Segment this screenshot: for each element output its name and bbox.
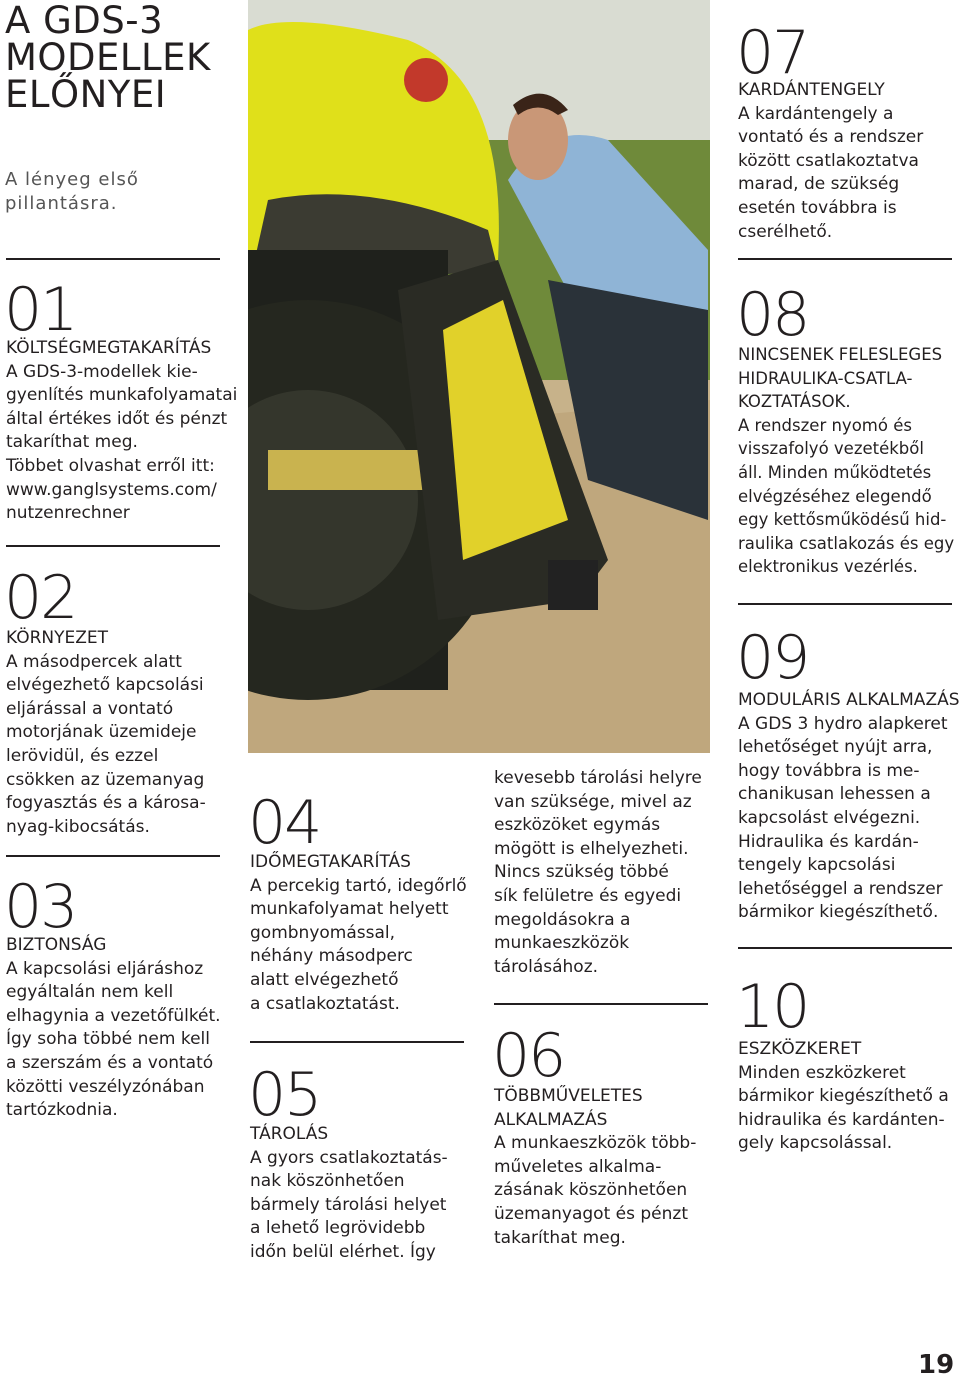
section-08-text: NINCSENEK FELESLEGES HIDRAULIKA-CSATLA- KOZTATÁSOK. A rendszer nyomó és visszafolyó vezetékből áll. Minden működtetés elvégzéséhez elegendő egy kettősműködésű hid- raulika csatlakozás és egy elektronikus vezérlés. <box>738 345 955 577</box>
section-09-text: MODULÁRIS ALKALMAZÁS A GDS 3 hydro alapkeret lehetőséget nyújt arra, hogy továbbra is me- chanikusan lehessen a kapcsolást elvégezni. Hidraulika és kardán- tengely kapcsolási lehetőséggel a rendszer bármikor kiegészíthető. <box>738 690 960 923</box>
page-number: 19 <box>918 1350 955 1380</box>
section-05-text: TÁROLÁS A gyors csatlakoztatás- nak köszönhetően bármely tárolási helyet a lehető legrövidebb időn belül elérhet. Így <box>250 1124 448 1262</box>
section-divider <box>494 1003 708 1005</box>
section-number: 04 <box>248 788 321 858</box>
page-subtitle: A lényeg első pillantásra. <box>5 169 139 214</box>
section-07-text: KARDÁNTENGELY A kardántengely a vontató és a rendszer között csatlakoztatva marad, de szükség esetén továbbra is cserélhető. <box>738 80 924 242</box>
section-number: 07 <box>736 18 809 88</box>
section-divider <box>738 258 952 260</box>
section-divider <box>6 545 220 547</box>
section-number: 06 <box>492 1021 565 1091</box>
section-01-text: KÖLTSÉGMEGTAKARÍTÁS A GDS-3-modellek kie- gyenlítés munkafolyamatai által értékes időt és pénzt takaríthat meg. Többet olvashat erről itt: www.ganglsystems.com/ nutzenrechner <box>6 338 238 524</box>
section-number: 09 <box>736 623 809 693</box>
page-title: A GDS-3 MODELLEK ELŐNYEI <box>5 0 211 116</box>
section-05-continuation: kevesebb tárolási helyre van szüksége, mivel az eszközöket egymás mögött is elhelyezheti. Nincs szükség többé sík felületre és egyedi megoldásokra a munkaeszközök tárolásához. <box>494 768 702 977</box>
section-number: 01 <box>4 275 77 345</box>
section-divider <box>738 603 952 605</box>
section-divider <box>6 258 220 260</box>
section-10-text: ESZKÖZKERET Minden eszközkeret bármikor kiegészíthető a hidraulika és kardánten- gely kapcsolással. <box>738 1039 949 1154</box>
section-divider <box>250 1041 464 1043</box>
section-03-text: BIZTONSÁG A kapcsolási eljáráshoz egyáltalán nem kell elhagynia a vezetőfülkét. Így soha többé nem kell a szerszám és a vontató közötti veszélyzónában tartózkodnia. <box>6 935 221 1121</box>
section-number: 03 <box>4 872 77 942</box>
section-number: 08 <box>736 280 809 350</box>
section-02-text: KÖRNYEZET A másodpercek alatt elvégezhető kapcsolási eljárással a vontató motorjának üzemideje lerövidül, és ezzel csökken az üzemanyag fogyasztás és a károsa- nyag-kibocsátás. <box>6 628 206 837</box>
section-06-text: TÖBBMŰVELETES ALKALMAZÁS A munkaeszközök több- műveletes alkalma- zásának köszönhetően üzemanyagot és pénzt takaríthat meg. <box>494 1086 697 1248</box>
tractor-photo <box>248 0 710 753</box>
section-divider <box>738 947 952 949</box>
section-number: 05 <box>248 1060 321 1130</box>
section-04-text: IDŐMEGTAKARÍTÁS A percekig tartó, idegőrlő munkafolyamat helyett gombnyomással, néhány másodperc alatt elvégezhető a csatlakoztatást. <box>250 852 467 1014</box>
section-number: 10 <box>736 972 809 1042</box>
section-divider <box>6 855 220 857</box>
section-number: 02 <box>4 563 77 633</box>
